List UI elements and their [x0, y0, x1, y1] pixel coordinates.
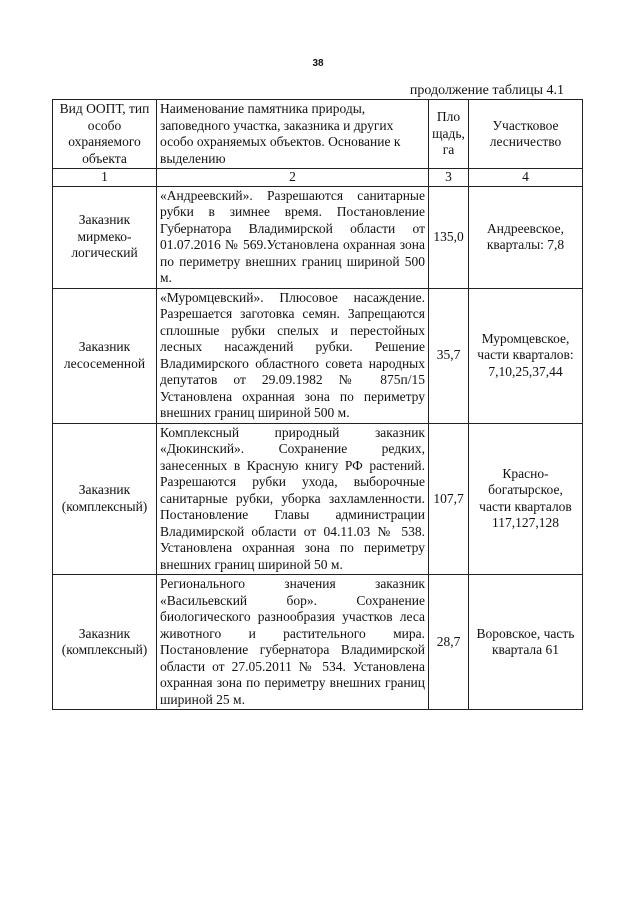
page-number: 38: [312, 58, 324, 69]
table-row: [53, 575, 583, 710]
column-number: 2: [157, 169, 429, 187]
row-area: 107,7: [429, 423, 469, 575]
row-area: 135,0: [429, 186, 469, 288]
column-number: 3: [429, 169, 469, 187]
row-area: 35,7: [429, 288, 469, 423]
row-forestry: Красно-богатырское, части кварталов 117,127,128: [469, 423, 583, 575]
row-type: Заказник лесосеменной: [53, 288, 157, 423]
table-row: [53, 423, 583, 575]
row-forestry: Воровское, часть квартала 61: [469, 575, 583, 710]
row-description: Регионального значения заказник «Васильевский бор». Сохранение биологического разнообразия участков леса животного и растительного мира. Постановление губернатора Владимирской области от 27.05.2011 № 534. Установлена охранная зона по периметру внешних границ шириной 25 м.: [157, 575, 429, 710]
header-forestry: Участковое лесничество: [469, 100, 583, 169]
header-area: Пло щадь, га: [429, 100, 469, 169]
table-header-row: [53, 100, 583, 169]
column-number: 4: [469, 169, 583, 187]
column-number: 1: [53, 169, 157, 187]
table-row: [53, 288, 583, 423]
row-forestry: Муромцевское, части кварталов: 7,10,25,37,44: [469, 288, 583, 423]
header-type: Вид ООПТ, тип особо охраняемого объекта: [53, 100, 157, 169]
header-name: Наименование памятника природы, заповедного участка, заказника и других особо охраняемых объектов. Основание к выделению: [157, 100, 429, 169]
row-area: 28,7: [429, 575, 469, 710]
row-description: «Андреевский». Разрешаются санитарные рубки в зимнее время. Постановление Губернатора Владимирской области от 01.07.2016 № 569.Установлена охранная зона по периметру внешних границ шириной 500 м.: [157, 186, 429, 288]
column-number-row: [53, 169, 583, 187]
row-description: «Муромцевский». Плюсовое насаждение. Разрешается заготовка семян. Запрещаются сплошные рубки спелых и перестойных лесных насаждений рубки. Решение Владимирского областного совета народных депутатов от 29.09.1982 № 875п/15 Установлена охранная зона по периметру внешних границ шириной 500 м.: [157, 288, 429, 423]
row-type: Заказник (комплексный): [53, 575, 157, 710]
table-row: [53, 186, 583, 288]
table-continuation-label: продолжение таблицы 4.1: [409, 83, 564, 98]
row-description: Комплексный природный заказник «Дюкинский». Сохранение редких, занесенных в Красную книгу РФ растений. Разрешаются рубки ухода, выборочные санитарные рубки, уборка захламленности. Постановление Главы администрации Владимирской области от 04.11.03 № 538. Установлена охранная зона по периметру внешних границ шириной 50 м.: [157, 423, 429, 575]
row-type: Заказник (комплексный): [53, 423, 157, 575]
row-forestry: Андреевское, кварталы: 7,8: [469, 186, 583, 288]
row-type: Заказник мирмеко-логический: [53, 186, 157, 288]
protected-areas-table: [52, 99, 583, 710]
